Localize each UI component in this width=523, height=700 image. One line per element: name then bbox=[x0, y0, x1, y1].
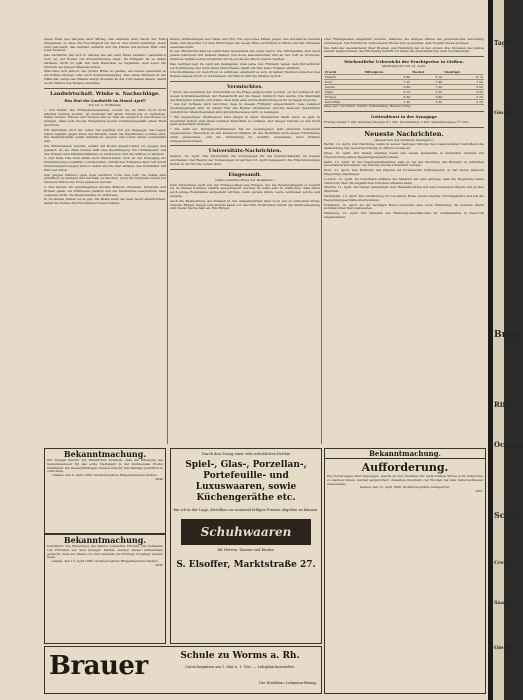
column-right bbox=[324, 38, 484, 444]
brauer-school: Schule zu Worms a. Rh. bbox=[180, 651, 300, 661]
paragraph: Die Zahl der Auswanderer über Bremen und Hamburg hat in den ersten drei Monaten des Jahres wieder abgenommen; der Rückgang betrifft vor allem die Auswanderung nach Nordamerika. bbox=[324, 45, 484, 54]
ad-top: Durch den Zuzug einer sehr erheblichen Parthie bbox=[201, 452, 291, 456]
paragraph: Darmstadt, 12. April. Der Großherzog ist von seiner Reise wieder hierher zurückgekehrt und hat die Regierungsgeschäfte übernommen. bbox=[324, 193, 484, 202]
ad-shop: S. Elsoffer, Marktstraße 27. bbox=[176, 560, 316, 571]
paragraph: Die Wintersaaten werden, sobald der Boden abgetrocknet ist, geeggt und gewalzt; wo sie dünn stehen, hilft eine Kopfdüngung mit Chilisalpeter. Auf den Wiesen sind Maulwurfshaufen zu zerstreuen und die Gräben zu räumen. bbox=[44, 143, 166, 156]
notice-box-1 bbox=[44, 448, 166, 534]
section-body bbox=[44, 109, 166, 206]
paragraph: Frankfurt, 12. April. An der heutigen Börse herrschte eine feste Stimmung; die meisten Werte konnten ihren Kurs behaupten. bbox=[324, 202, 484, 211]
market-cell: 7 00 bbox=[411, 84, 443, 89]
paragraph: Um Obstbäume vor dem Frost zu schützen, empfiehlt es sich, in kalten Nächten zwischen den Reihen nasses Stroh zu verbrennen; der Rauch hält die Wärme zurück. bbox=[170, 70, 320, 79]
market-cell: Hafer bbox=[324, 89, 364, 94]
paragraph: Kleine Mittheilungen aus Haus und Hof. Ein erprobtes Mittel gegen den Kornwurm besteht darin, den Speicher vor dem Einbringen der neuen Ernte gründlich zu lüften und mit Schwefel auszuräuchern. bbox=[170, 37, 320, 49]
next-page-edge bbox=[493, 0, 523, 700]
news-subtitle: (Depeschen des Gießener Anzeigers.) bbox=[374, 137, 434, 142]
ad-brand-banner bbox=[181, 519, 311, 545]
column-divider bbox=[167, 38, 168, 444]
notice-sign: Gießen, den 9. April 1889. Großherzogliche Bürgermeisterei Gießen. bbox=[52, 473, 158, 478]
edge-fragment: Tages bbox=[494, 40, 514, 47]
market-subtitle: Marktbericht vom 12. April. bbox=[382, 64, 426, 69]
paragraph: In der Milchwirtschaft ist peinlichste Sauberkeit das erste Gebot. Die Milchgefäße sind nach jedem Gebrauch mit heißem Wasser und Soda auszuwaschen und an der Luft zu trocknen; hölzerne Gefäße sollen möglichst durch solche aus Blech ersetzt werden. bbox=[170, 49, 320, 61]
edge-fragment: Gießen bbox=[494, 110, 514, 116]
notice-code: 2840 bbox=[155, 476, 163, 481]
paragraph: Dem Vernehmen nach soll der Fußweg längs des Flusses, der bei Spaziergängern so beliebt ist, in diesem Sommer endlich ausgebessert werden. Es wäre sehr zu wünschen, dass dabei auch einige Ruhebänke aufgestellt würden, denn gerade ältere Leute vermissen solche seit langem. bbox=[170, 182, 320, 198]
notice-title: Aufforderung. bbox=[361, 461, 449, 474]
notice-code: 2845 bbox=[155, 562, 163, 567]
notice-text: betreffend: Die Einsetzung des Kaufes verkaufter Früchte. Die Verkäufer von Früchten auf dem hiesigen Markte werden darauf aufmerksam gemacht, dass die Waare vor dem Verkaufe zur Prüfung vorgelegt werden muss. bbox=[47, 544, 163, 560]
paragraph: Rom, 11. April. Das Befinden des Papstes ist fortdauernd befriedigend; er hat heute mehrere Pilgerzüge empfangen. bbox=[324, 168, 484, 176]
paragraph: Paris, 12. April. In der Deputiertenkammer kam es bei der Beratung des Budgets zu lebhaften Auseinandersetzungen; die Sitzung wurde schließlich vertagt. bbox=[324, 159, 484, 168]
column-rule bbox=[44, 88, 166, 89]
market-header-cell: Mittelpreis bbox=[364, 70, 412, 75]
column-rule bbox=[324, 127, 484, 128]
notice-text: Wir bringen hiermit zur öffentlichen Kenntnis, dass die Erhebung der Gemeindesteuer für das erste Vierteljahr in der kommenden Woche stattfindet. Die Steuerpflichtigen werden ersucht, ihre Beträge pünktlich zu entrichten. bbox=[47, 458, 163, 474]
market-cell: 7 40 bbox=[411, 79, 443, 84]
market-cell: 9 10 bbox=[411, 74, 443, 79]
section-subtitle: (Ohne Verantwortung der Redaktion.) bbox=[215, 177, 275, 182]
aufforderung-box bbox=[324, 448, 486, 694]
edge-fragment: Ochsen bbox=[494, 440, 523, 449]
paragraph: Man hüte sich jedoch, bei großer Hitze zu gießen; am besten geschieht es am frühen Morgen oder nach Sonnenuntergang. Wer einen Brunnen in der Nähe hat, möge das Wasser einige Stunden an der Luft stehen lassen, damit es die Wärme des Bodens annehme. bbox=[44, 69, 166, 85]
column-rule bbox=[170, 145, 320, 146]
paragraph: 3. Der Garten. Im Gemüsegarten werden Möhren, Zwiebeln, Petersilie und Erbsen gesät, die Frühbeete gelüftet und die Obstbäume beschnitten. Man vergesse nicht, die Raupennester zu entfernen. bbox=[44, 184, 166, 197]
market-cell: Erbsen bbox=[324, 94, 364, 99]
paragraph: * Die Zahl der Fernsprechteilnehmer hat im vergangenen Jahr abermals bedeutend zugenommen. Besonders in den kleineren Städten ist das Bedürfnis nach dieser Einrichtung stark gewachsen, und die Verwaltung ist bemüht, demselben nach Kräften entgegenzukommen. bbox=[170, 127, 320, 143]
notice-header: Bekanntmachung. bbox=[325, 449, 485, 459]
paragraph: 1. Die Felder. Die Frühjahrsbestellung, soweit sie im März noch nicht erledigt werden konnte, ist nunmehr mit allem Nachdruck zu betreiben. Hafer, Gerste, Erbsen und Wicken sind so früh als möglich in den Boden zu bringen, denn jede Woche Verspätung kostet erfahrungsgemäß einen Theil der Ernte. bbox=[44, 107, 166, 127]
church-text: Freitag Abend 7 Uhr. Samstag Morgen 8½ Uhr. Nachmittags 3 Uhr. Sabbatausgang 7¾ Uhr. bbox=[324, 119, 470, 124]
market-cell: 9 20 bbox=[443, 94, 484, 99]
edge-fragment: Riff bbox=[494, 400, 509, 409]
section-byline: Von Dr. A. Hoffmann. bbox=[88, 102, 122, 107]
section-title: Eingesandt. bbox=[228, 171, 262, 178]
paragraph: Wien, 12. April. Der Kaiser empfing heute den neuen Gesandten in feierlicher Audienz zur Überreichung seines Beglaubigungsschreibens. bbox=[324, 150, 484, 159]
paragraph: * Aus der Schweiz wird berichtet, dass in diesem Frühjahr ungewöhnlich viele Lawinen niedergegangen sind. In einem Thal des Berner Oberlandes wurden mehrere Sennhütten verschüttet; Menschenleben sind glücklicherweise nicht zu beklagen. bbox=[170, 102, 320, 114]
paragraph: oder Flüssigkeiten eingeführt werden, während die übrigen Waren der gewöhnlichen Verzollung unterliegen. Die Einfuhr im verflossenen Monat war gegenüber dem Vorjahr etwas geringer. bbox=[324, 37, 484, 45]
market-cell: 6 30 bbox=[411, 89, 443, 94]
notice-sign: Gießen, den 13. April 1889. Großherzogliche Bürgermeisterei Gießen. bbox=[51, 559, 159, 564]
notice-code: 2807 bbox=[475, 489, 483, 494]
market-cell: 8 70 bbox=[443, 74, 484, 79]
edge-fragment: Crew bbox=[494, 560, 509, 566]
brauer-director: Die Direktion: Lehmann-Beinig. bbox=[259, 681, 317, 685]
market-title: Wöchentliche Uebersicht der Fruchtpreise in Gießen. bbox=[344, 59, 464, 65]
intro-text bbox=[44, 38, 166, 86]
misc-text bbox=[170, 38, 320, 79]
market-cell: 9 50 bbox=[364, 94, 412, 99]
edge-fragment: Bren bbox=[494, 330, 519, 340]
market-cell: Kartoffeln bbox=[324, 99, 364, 104]
market-cell: 6 10 bbox=[364, 89, 412, 94]
market-cell: 2 60 bbox=[411, 99, 443, 104]
ad-brand-sub: für Herren, Damen und Kinder. bbox=[217, 547, 275, 552]
paragraph: Gießen, 10. April. Das Verzeichnis der Vorlesungen für das Sommerhalbjahr ist soeben erschienen. Der Beginn der Vorlesungen ist auf den 23. April festgesetzt; die Einschreibungen finden in der Woche vorher statt. bbox=[170, 154, 320, 166]
brauer-big: Brauer bbox=[49, 651, 148, 681]
section-title: Vermischtes. bbox=[227, 83, 263, 90]
market-cell: 9 80 bbox=[411, 94, 443, 99]
paragraph: Den jungen Kälbern gebe man reichlich Licht und Luft; die Ställe sind gründlich zu reinigen und mit Kalk zu tünchen. Auch die Schweine sollen bei warmem Wetter ins Freie gelassen werden. bbox=[44, 172, 166, 185]
elsoffer-ad bbox=[170, 448, 322, 644]
market-cell: 5 90 bbox=[443, 89, 484, 94]
market-cell: Gerste bbox=[324, 84, 364, 89]
market-cell: 7 20 bbox=[364, 79, 412, 84]
market-cell: 7 00 bbox=[443, 79, 484, 84]
market-cell: 2 20 bbox=[443, 99, 484, 104]
ad-offer: Spiel-, Glas-, Porzellan-, Portefeuille- und Luxuswaaren, sowie Küchengeräthe etc. bbox=[185, 460, 307, 504]
ad-brand: Schuhwaaren bbox=[200, 524, 292, 539]
paragraph: Das Geflügel legt im April am fleißigsten; man gebe den Hühnern neben dem Körnerfutter auch Grünzeug und zerstoßene Eierschalen, damit die Eier feste Schalen erhalten. bbox=[170, 61, 320, 70]
notice-text: Die Forderungen aller diejenigen, welche an den Nachlass der verstorbenen Witwe noch Ansprüche zu machen haben, werden aufgefordert, dieselben innerhalb vier Wochen bei dem Unterzeichneten anzumelden. bbox=[327, 474, 483, 486]
market-cell: 6 80 bbox=[364, 84, 412, 89]
market-cell: 6 60 bbox=[443, 84, 484, 89]
paragraph: einen Theil des Sargens über Mittag, den anderen über Nacht der Erde übergeben, so dass die Feuchtigkeit bis tief in den Grund eindringt. Dann wird gelockert, das Unkraut entfernt und die Fläche mit kurzem Mist oder Laub bedeckt. bbox=[44, 37, 166, 53]
notice-box-2 bbox=[44, 534, 166, 644]
section-title: Universitäts-Nachrichten. bbox=[208, 148, 282, 155]
market-note: Alles per 100 Pfund. Zufuhr mittelmäßig, Handel ruhig. bbox=[324, 103, 412, 108]
edge-fragment: Saal bbox=[494, 600, 506, 606]
paragraph: Hamburg, 12. April. Der Dampfer der Hamburg-Amerika-Linie ist wohlbehalten in New-York angekommen. bbox=[324, 211, 484, 219]
market-cell: 2 40 bbox=[364, 99, 412, 104]
column-rule bbox=[170, 81, 320, 82]
section-title: Landwirtschaft. Winke u. Nachschläge. bbox=[50, 90, 160, 97]
church-title: Gottesdienst in der Synagoge bbox=[370, 113, 438, 119]
paragraph: London, 12. April. Im Unterhaus erklärte der Minister auf eine Anfrage, dass die Regierung keine Nachricht über die angeblichen Unruhen erhalten habe. bbox=[324, 176, 484, 185]
news-body bbox=[324, 143, 484, 219]
notice-title: Bekanntmachung. bbox=[63, 449, 147, 459]
paragraph: Madrid, 11. April. Der Senat genehmigte den Handelsvertrag mit dem Deutschen Reiche mit großer Mehrheit. bbox=[324, 185, 484, 194]
market-cell: Korn bbox=[324, 79, 364, 84]
market-table bbox=[324, 70, 484, 105]
paragraph: Für Kartoffeln wird der Acker tief gepflügt und gut abgeeggt; das Legen selbst beginnt gegen Ende des Monats, wenn die Nachtfröste vorüber sind. Die Saatkartoffeln sollen mittelgroß, gesund und schon etwas vorgekeimt sein. bbox=[44, 127, 166, 144]
paragraph: Berlin, 12. April. Der Reichstag nahm in seiner heutigen Sitzung den Gesetzentwurf betreffend die Abänderung der Gewerbeordnung in dritter Lesung an. bbox=[324, 142, 484, 151]
column-middle bbox=[170, 38, 320, 444]
brauer-school-ad bbox=[44, 646, 322, 694]
market-header-cell: Frucht bbox=[324, 70, 364, 75]
brauer-detail: Curse beginnen am 1. Mai u. 1. Nov. — Lehrplan kostenfrei. bbox=[185, 665, 295, 669]
market-cell: 8 90 bbox=[364, 74, 412, 79]
market-header-cell: Niedrigst bbox=[443, 70, 484, 75]
column-left bbox=[44, 38, 166, 444]
section-body bbox=[170, 155, 320, 166]
column-rule bbox=[324, 56, 484, 57]
paragraph: Das Verfahren hat sich in Gärten wie auf dem Felde bewährt, namentlich dort, wo der Boden zur Krustenbildung neigt. Im Frühjahr ist es daher rathsam, nicht zu spät mit dem Behacken zu beginnen, weil sonst die Wurzeln der jungen Pflanzen leiden. bbox=[44, 53, 166, 69]
market-header-cell: Höchst bbox=[411, 70, 443, 75]
notice-sign: Gießen, den 13. April 1889. Großherzogliches Amtsgericht. bbox=[359, 485, 451, 490]
paragraph: Auch die Beleuchtung der Straßen in den Außenbezirken lässt noch viel zu wünschen übrig; manche Bürger wagen sich abends kaum vor die Thür. Hoffentlich nimmt die Stadtverwaltung sich dieser Sache bald an. Ein Bürger. bbox=[170, 198, 320, 211]
paragraph: * Ein eigenartiger Wettbewerb fand jüngst in einer rheinischen Stadt statt: es galt, in möglichst kurzer Zeit einen Zentner Kartoffeln zu schälen. Der Sieger brachte es auf nicht ganz anderthalb Stunden. bbox=[170, 114, 320, 127]
ad-note: bin ich in der Lage, dieselben zu staunend billigen Preisen abgeben zu können. bbox=[173, 508, 319, 513]
section-subtitle: Was thut der Landwirth im Monat April? bbox=[64, 98, 146, 103]
misc-text bbox=[324, 38, 484, 54]
section-body bbox=[170, 91, 320, 143]
column-rule bbox=[324, 111, 484, 112]
edge-fragment: Gieße bbox=[494, 645, 511, 651]
notice-title: Bekanntmachung. bbox=[63, 535, 147, 545]
market-cell: Weizen bbox=[324, 74, 364, 79]
column-divider bbox=[321, 38, 322, 444]
edge-fragment: Schol bbox=[494, 510, 519, 520]
paragraph: 2. Der Stall. Das Vieh erhält noch Winterfutter, doch ist der Übergang zur Grünfütterung sorgfältig vorzubereiten. Plötzlicher Futterwechsel ruft leicht Verdauungsstörungen hervor, daher mische man anfangs das Grünfutter mit Heu und Stroh. bbox=[44, 156, 166, 172]
news-title: Neueste Nachrichten. bbox=[364, 129, 444, 138]
paragraph: * Unter den Gelehrten der Universität ist die Frage aufgeworfen worden, ob der Gebrauch der neuen Schreibmaschinen der Handschrift auf die Dauer Abbruch thun werde. Die Mehrzahl der Befragten äußerte sich dahin, dass man eine solche Befürchtung nicht zu hegen brauche. bbox=[170, 89, 320, 102]
section-body bbox=[170, 184, 320, 212]
paragraph: In trockenen Jahren ist es gut, die Beete nach der Saat leicht anzudrücken, damit die Samen die Feuchtigkeit besser halten. bbox=[44, 197, 166, 206]
column-rule bbox=[170, 169, 320, 170]
